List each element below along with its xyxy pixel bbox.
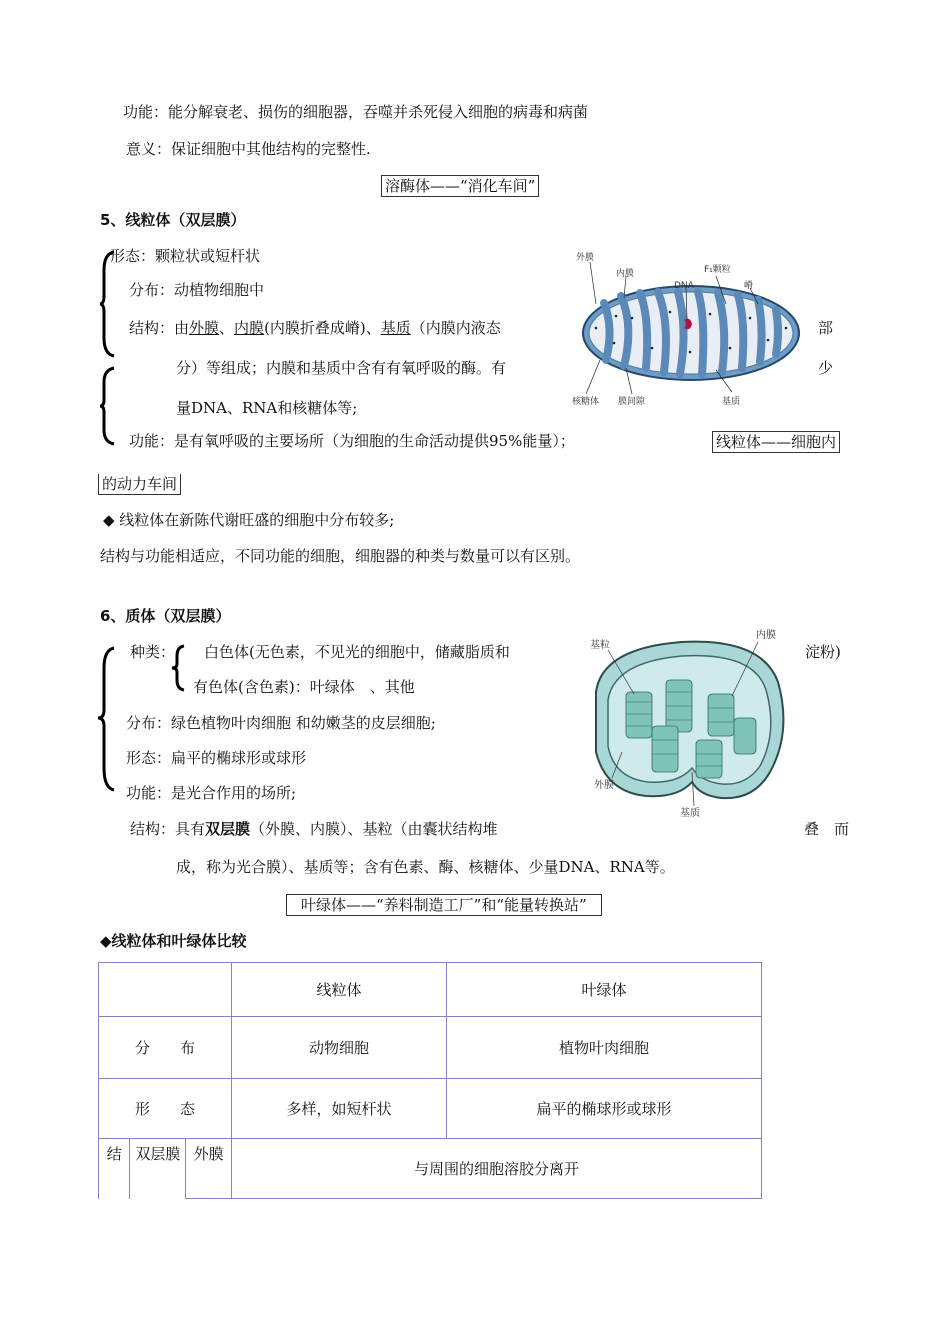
table-cell: 植物叶肉细胞 [447,1017,762,1079]
text: （内膜内液态 [410,319,501,337]
text: (内膜折叠成嵴)、 [264,319,381,337]
plastid-nickname: 叶绿体——“养料制造工厂”和“能量转换站” [286,894,602,916]
table-row [99,1017,762,1079]
compare-heading: ◆线粒体和叶绿体比较 [100,932,247,950]
mito-structure [129,318,501,338]
plastid-structure-end1: 叠 [804,820,820,838]
mito-heading: 5、线粒体（双层膜） [100,211,246,229]
table-row-label: 结 [99,1139,130,1199]
plastid-structure-line2: 成，称为光合膜）、基质等；含有色素、酶、核糖体、少量DNA、RNA等。 [176,858,675,876]
chloroplast-diagram [582,622,802,818]
table-row [99,1139,762,1199]
plastid-brace-outer [96,646,118,792]
mito-shape: 形态：颗粒状或短杆状 [110,247,261,265]
outer-membrane-term: 外膜 [189,319,220,337]
double-membrane-term: 双层膜 [205,820,251,838]
matrix-term: 基质 [380,319,411,337]
plastid-shape: 形态：扁平的椭球形或球形 [126,749,307,767]
plastid-leucoplast-end: 淀粉) [805,643,841,661]
table-row [99,963,762,1017]
comparison-table [98,962,762,1199]
mito-nickname-b: 的动力车间 [98,474,181,495]
table-cell: 与周围的细胞溶胶分离开 [232,1139,762,1199]
table-cell: 扁平的椭球形或球形 [447,1079,762,1139]
fig-label-inner: 内膜 [756,630,776,641]
table-header-mito: 线粒体 [232,963,447,1017]
fig-label-dna: DNA [674,281,694,291]
plastid-leucoplast: 白色体(无色素，不见光的细胞中，储藏脂质和 [204,643,510,661]
mitochondrion-diagram [566,248,812,408]
plastid-chromoplast: 有色体(含色素)：叶绿体 、其他 [193,678,415,696]
mito-structure-line2: 分）等组成；内膜和基质中含有有氧呼吸的酶。有 [176,359,507,377]
table-cell: 多样，如短杆状 [232,1079,447,1139]
plastid-heading: 6、质体（双层膜） [100,607,231,625]
fig-label-outer: 外膜 [594,780,614,791]
mito-structure-line2-end: 少 [818,359,834,377]
mito-nickname-a: 线粒体——细胞内 [712,431,840,453]
text: （外膜、内膜）、基粒（由囊状结构堆 [250,820,498,838]
fig-label-inner: 内膜 [616,269,635,279]
fig-label-outer: 外膜 [576,253,595,263]
mito-function: 功能：是有氧呼吸的主要场所（为细胞的生命活动提供95%能量）； [129,432,575,450]
fig-label-crista: 嵴 [744,281,754,291]
plastid-structure-end2: 而 [834,820,850,838]
plastid-structure [130,819,498,839]
mito-structure-end: 部 [818,319,834,337]
lysosome-significance: 意义：保证细胞中其他结构的完整性. [126,140,371,158]
mito-note2: 结构与功能相适应，不同功能的细胞，细胞器的种类与数量可以有区别。 [100,547,581,565]
text: 、 [219,319,235,337]
table-row [99,1079,762,1139]
mito-distribution: 分布：动植物细胞中 [129,281,265,299]
mito-note1: ◆ 线粒体在新陈代谢旺盛的细胞中分布较多; [103,511,395,529]
mito-brace-bottom [98,366,118,446]
text: 结构：具有 [130,820,206,838]
table-header-chloro: 叶绿体 [447,963,762,1017]
table-row-label: 形 态 [99,1079,232,1139]
table-row-sublabel: 双层膜 [130,1139,186,1199]
fig-label-matrix: 基质 [722,397,741,407]
table-row-sublabel: 外膜 [186,1139,232,1199]
fig-label-ribosome: 核糖体 [572,397,600,407]
fig-label-f1: F₁颗粒 [704,265,731,275]
table-cell: 动物细胞 [232,1017,447,1079]
lysosome-nickname: 溶酶体——“消化车间” [381,175,539,197]
plastid-function: 功能：是光合作用的场所; [126,784,297,802]
lysosome-function: 功能：能分解衰老、损伤的细胞器，吞噬并杀死侵入细胞的病毒和病菌 [123,103,589,121]
text: 结构：由 [129,319,190,337]
fig-label-grana: 基粒 [590,640,610,651]
table-row-label: 分 布 [99,1017,232,1079]
plastid-distribution: 分布：绿色植物叶肉细胞 和幼嫩茎的皮层细胞; [126,714,436,732]
mito-brace-top [98,250,118,358]
fig-label-stroma: 基质 [680,808,700,818]
plastid-kinds: 种类： [130,643,176,661]
fig-label-intermembrane: 膜间隙 [618,397,646,407]
mito-structure-line3: 量DNA、RNA和核糖体等; [176,399,358,417]
inner-membrane-term: 内膜 [234,319,265,337]
table-corner-cell [99,963,232,1017]
